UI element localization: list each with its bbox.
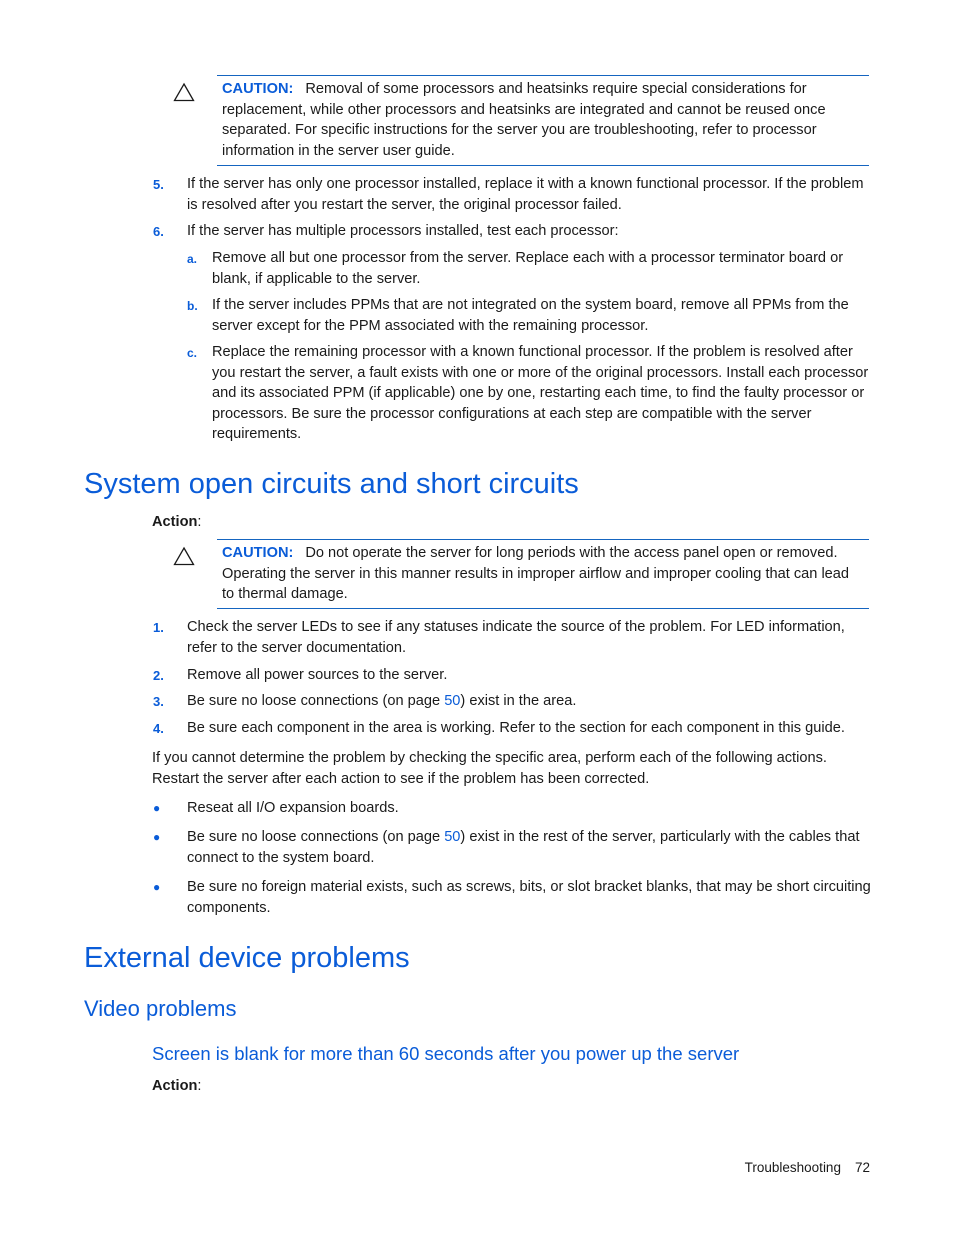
bullet-text <box>187 827 871 868</box>
step-text-before: Be sure no loose connections (on page <box>187 693 445 709</box>
substep-text: Remove all but one processor from the server. Replace each with a processor terminator board or blank, if applicable to the server. <box>212 250 844 287</box>
bullet-dot-icon: ● <box>153 801 161 815</box>
section-heading: External device problems <box>84 942 410 974</box>
caution-label: CAUTION: <box>222 81 294 97</box>
action-label <box>152 512 201 533</box>
action-label <box>152 1076 201 1097</box>
step-number: 6. <box>153 224 164 239</box>
page-link[interactable]: 50 <box>444 693 461 709</box>
action-colon: : <box>197 1078 202 1094</box>
step-text: Be sure each component in the area is working. Refer to the section for each component in this guide. <box>187 720 845 736</box>
step-number: 3. <box>153 694 164 709</box>
substep-text: If the server includes PPMs that are not integrated on the system board, remove all PPMs from the server except for the PPM associated with the remaining processor. <box>212 297 849 334</box>
step-number: 1. <box>153 620 164 635</box>
substep-text: Replace the remaining processor with a known functional processor. If the problem is resolved after you restart the server, a fault exists with one or more of the original processors. Install each processor and its associated PPM (if applicable) one by one, restarting each time, to find the faulty processor or processors. Be sure the processor configurations at each step are compatible with the server requirements. <box>212 344 869 442</box>
page-footer <box>745 1158 870 1179</box>
action-label-text: Action <box>152 1078 198 1094</box>
caution-notice <box>217 75 869 166</box>
step-number: 4. <box>153 721 164 736</box>
step-text: Remove all power sources to the server. <box>187 667 448 683</box>
bullet-text: Reseat all I/O expansion boards. <box>187 800 399 816</box>
bullet-dot-icon: ● <box>153 830 161 844</box>
step-text: If the server has only one processor installed, replace it with a known functional processor. If the problem is resolved after you restart the server, the original processor failed. <box>187 176 864 213</box>
step-text <box>187 691 871 712</box>
step-text: If the server has multiple processors installed, test each processor: <box>187 223 619 239</box>
bullet-text-after: ) exist in the rest of the server, particularly with the cables that connect to the system board. <box>187 829 860 866</box>
bullet-text: Be sure no foreign material exists, such as screws, bits, or slot bracket blanks, that may be short circuiting components. <box>187 879 871 916</box>
action-label-text: Action <box>152 514 198 530</box>
paragraph: If you cannot determine the problem by checking the specific area, perform each of the following actions. Restart the server after each action to see if the problem has been corrected. <box>152 750 827 787</box>
caution-text: Do not operate the server for long periods with the access panel open or removed. Operating the server in this manner results in improper airflow and improper cooling that can lead to thermal damage. <box>222 545 850 602</box>
step-number: 2. <box>153 668 164 683</box>
step-text-after: ) exist in the area. <box>460 693 577 709</box>
page-number: 72 <box>854 1160 870 1175</box>
section-heading: System open circuits and short circuits <box>84 468 579 500</box>
action-colon: : <box>197 514 202 530</box>
caution-label: CAUTION: <box>222 545 294 561</box>
warning-triangle-icon <box>173 82 195 102</box>
bullet-text-before: Be sure no loose connections (on page <box>187 829 445 845</box>
caution-text: Removal of some processors and heatsinks require special considerations for replacement, while other processors and heatsinks are integrated and cannot be reused once separated. For specific instructions for the server you are troubleshooting, refer to processor information in the server user guide. <box>222 81 826 159</box>
subsubsection-heading: Screen is blank for more than 60 seconds after you power up the server <box>152 1043 740 1064</box>
caution-notice <box>217 539 869 609</box>
subsection-heading: Video problems <box>84 996 237 1021</box>
substep-letter: c. <box>187 346 198 360</box>
substep-letter: b. <box>187 299 198 313</box>
step-number: 5. <box>153 177 164 192</box>
bullet-dot-icon: ● <box>153 880 161 894</box>
warning-triangle-icon <box>173 546 195 566</box>
footer-section: Troubleshooting <box>744 1160 841 1175</box>
substep-letter: a. <box>187 252 198 266</box>
page-link[interactable]: 50 <box>444 829 461 845</box>
step-text: Check the server LEDs to see if any statuses indicate the source of the problem. For LED information, refer to the server documentation. <box>187 619 845 656</box>
